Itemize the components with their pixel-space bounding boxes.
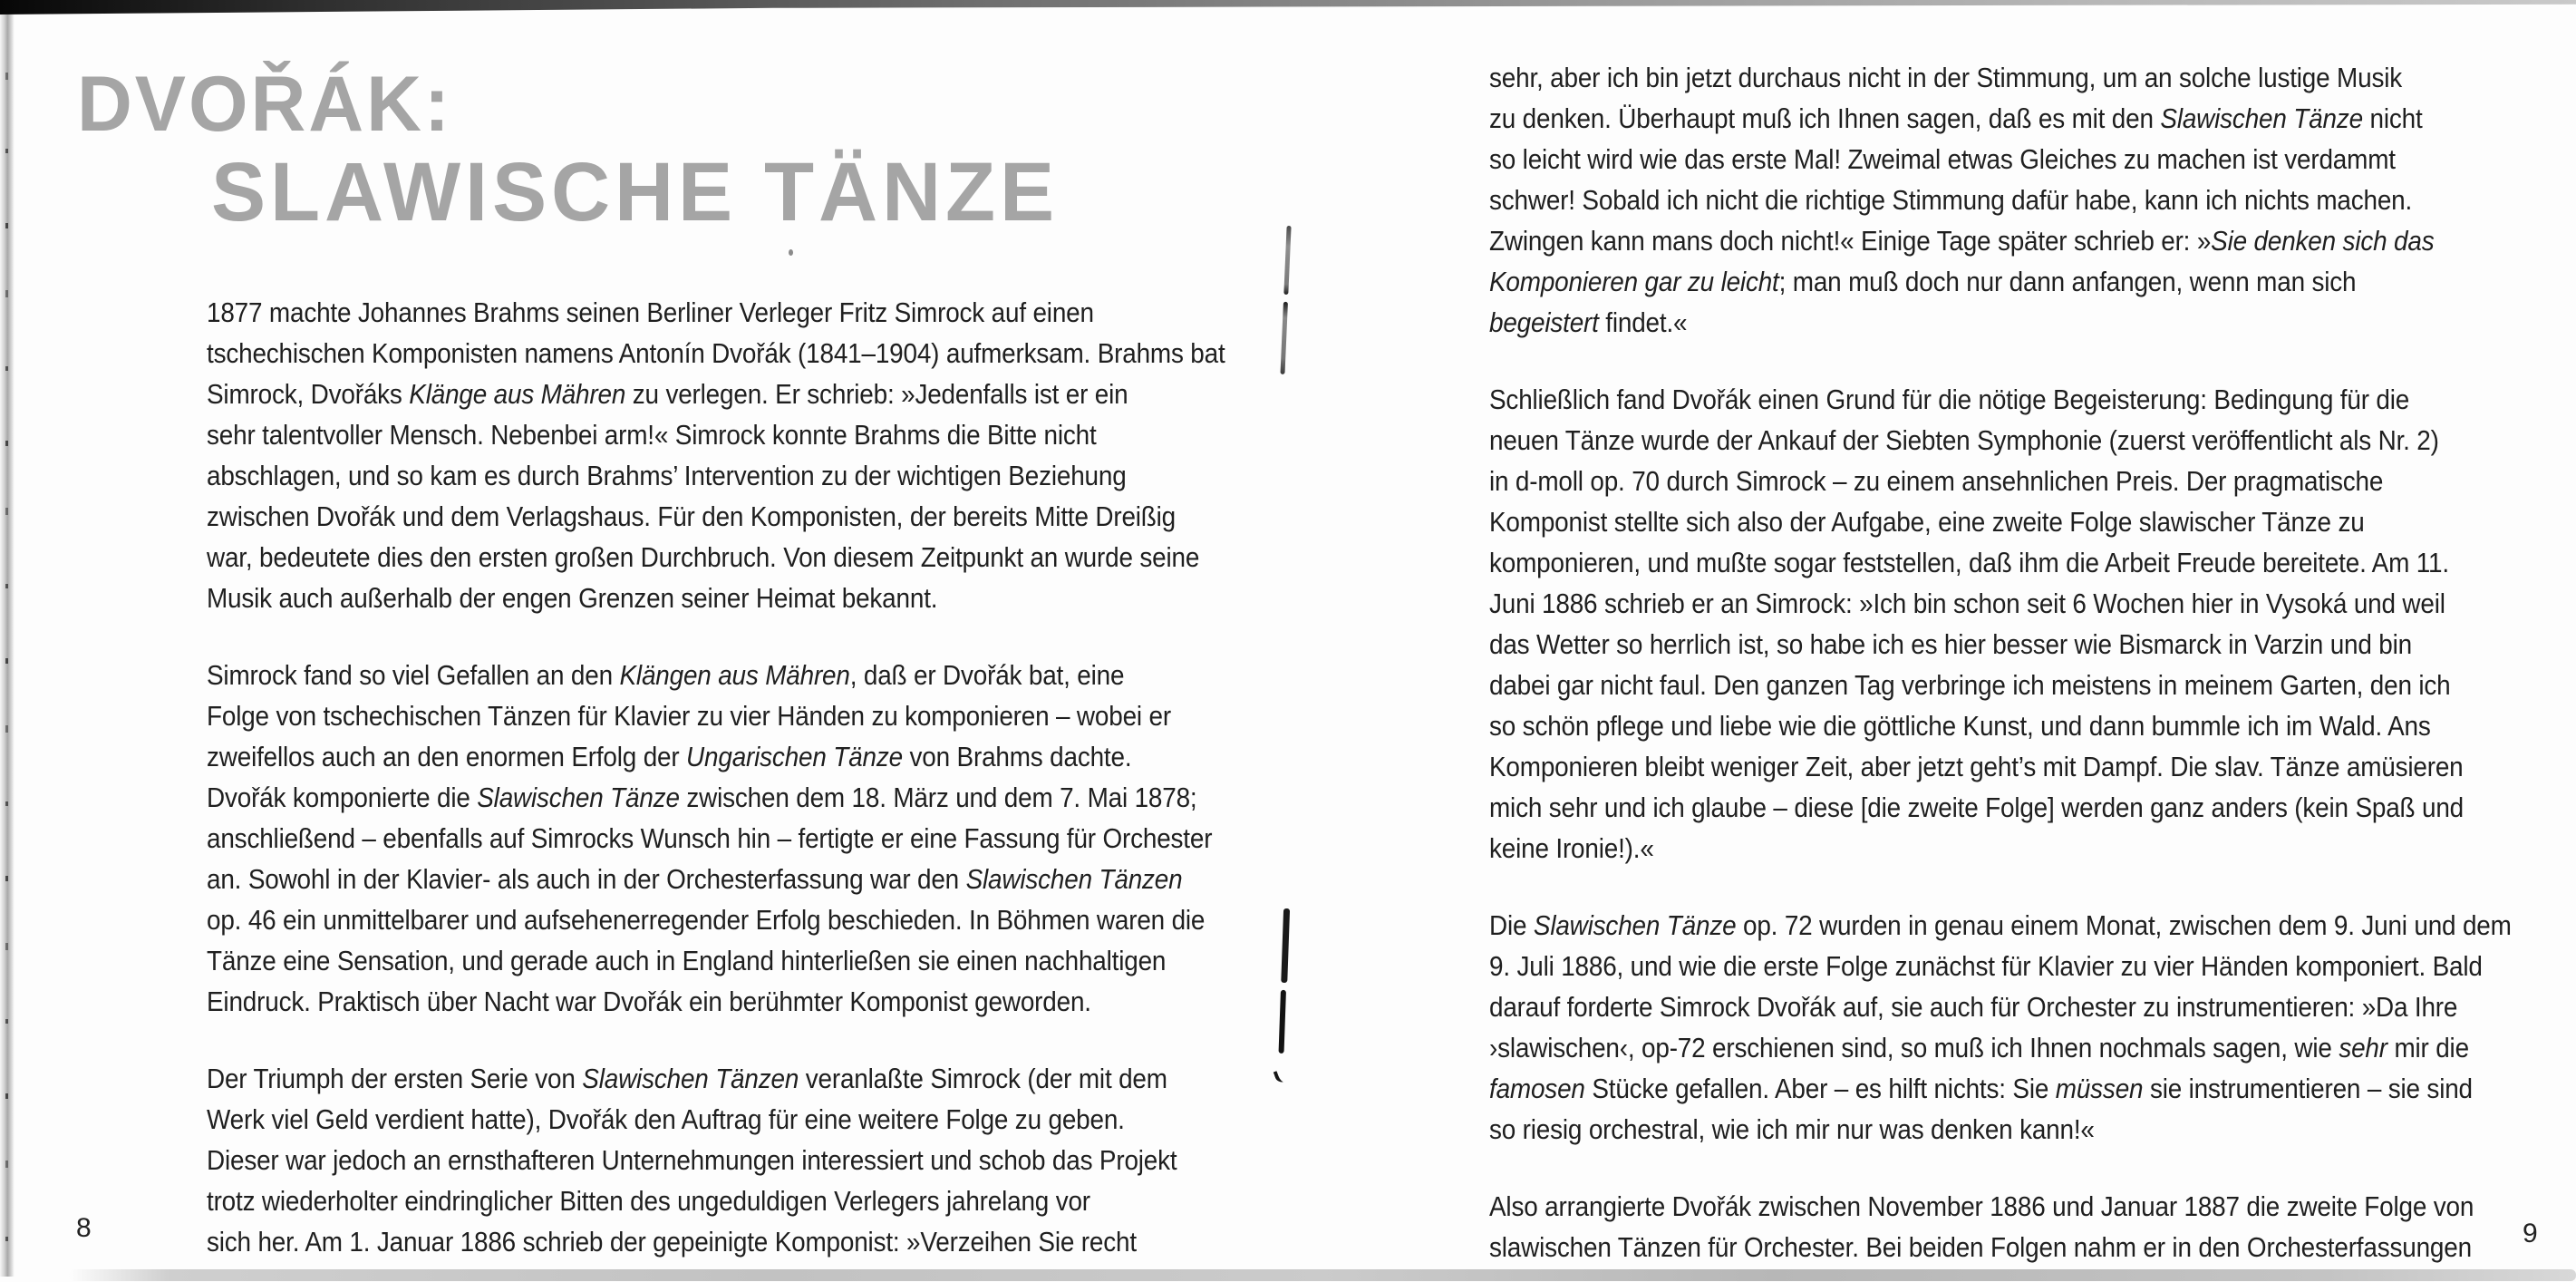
staple-segment xyxy=(1279,990,1286,1054)
paragraph xyxy=(207,1058,1398,1262)
text-line: keine Ironie!).« xyxy=(1489,832,1654,864)
text-line: Komponist stellte sich also der Aufgabe, eine zweite Folge slawischer Tänze zu xyxy=(1489,506,2365,538)
text-line: begeistert findet.« xyxy=(1489,306,1688,338)
text-line: so leicht wird wie das erste Mal! Zweimal etwas Gleiches zu machen ist verdammt xyxy=(1489,143,2396,175)
staple-segment xyxy=(1283,226,1291,295)
text-column-left xyxy=(207,292,1398,1282)
text-line: so schön pflege und liebe wie die göttliche Kunst, und dann bummle ich im Wald. Ans xyxy=(1489,710,2431,742)
text-line: schwer! Sobald ich nicht die richtige Stimmung dafür habe, kann ich nichts machen. xyxy=(1489,184,2413,216)
text-line: Die Slawischen Tänze op. 72 wurden in genau einem Monat, zwischen dem 9. Juni und dem xyxy=(1489,909,2512,941)
text-line: Dvořák komponierte die Slawischen Tänze zwischen dem 18. März und dem 7. Mai 1878; xyxy=(207,782,1197,813)
page-edge-top-shadow xyxy=(0,0,2576,15)
paragraph xyxy=(1489,379,2576,869)
text-line: komponieren, und mußte sogar feststellen, daß ihm die Arbeit Freude bereitete. Am 11. xyxy=(1489,547,2449,578)
text-line: Eindruck. Praktisch über Nacht war Dvořák ein berühmter Komponist geworden. xyxy=(207,986,1091,1017)
text-line: tschechischen Komponisten namens Antonín Dvořák (1841–1904) aufmerksam. Brahms bat xyxy=(207,337,1225,369)
text-line: Juni 1886 schrieb er an Simrock: »Ich bin schon seit 6 Wochen hier in Vysoká und weil xyxy=(1489,588,2445,619)
text-line: 1877 machte Johannes Brahms seinen Berliner Verleger Fritz Simrock auf einen xyxy=(207,296,1094,328)
text-line: sehr, aber ich bin jetzt durchaus nicht in der Stimmung, um an solche lustige Musik xyxy=(1489,62,2403,93)
text-line: Der Triumph der ersten Serie von Slawischen Tänzen veranlaßte Simrock (der mit dem xyxy=(207,1063,1167,1094)
text-line: famosen Stücke gefallen. Aber – es hilft nichts: Sie müssen sie instrumentieren – sie sind xyxy=(1489,1073,2473,1104)
text-line: trotz wiederholter eindringlicher Bitten des ungeduldigen Verlegers jahrelang vor xyxy=(207,1185,1090,1217)
booklet-title-work: SLAWISCHE TÄNZE xyxy=(211,146,1060,238)
page-edge-left-binding xyxy=(0,5,15,1277)
text-line: Musik auch außerhalb der engen Grenzen seiner Heimat bekannt. xyxy=(207,582,938,614)
text-line: anschließend – ebenfalls auf Simrocks Wunsch hin – fertigte er eine Fassung für Orchester xyxy=(207,822,1213,854)
text-line: Werk viel Geld verdient hatte), Dvořák den Auftrag für eine weitere Folge zu geben. xyxy=(207,1103,1125,1135)
text-column-right xyxy=(1489,57,2576,1282)
text-line: Tänze eine Sensation, und gerade auch in England hinterließen sie einen nachhaltigen xyxy=(207,945,1167,976)
text-line: Zwingen kann mans doch nicht!« Einige Tage später schrieb er: »Sie denken sich das xyxy=(1489,225,2435,257)
text-line: Komponieren bleibt weniger Zeit, aber jetzt geht’s mit Dampf. Die slav. Tänze amüsieren xyxy=(1489,751,2464,782)
text-line: Komponieren gar zu leicht; man muß doch nur dann anfangen, wenn man sich xyxy=(1489,266,2357,297)
text-line: zu denken. Überhaupt muß ich Ihnen sagen, daß es mit den Slawischen Tänze nicht xyxy=(1489,102,2423,134)
staple-segment xyxy=(1281,908,1290,983)
text-line: slawischen Tänzen für Orchester. Bei beiden Folgen nahm er in den Orchesterfassungen xyxy=(1489,1231,2472,1263)
text-line: war, bedeutete dies den ersten großen Durchbruch. Von diesem Zeitpunkt an wurde seine xyxy=(207,541,1200,573)
text-line: mich sehr und ich glaube – diese [die zweite Folge] werden ganz anders (kein Spaß und xyxy=(1489,792,2464,823)
paragraph xyxy=(1489,57,2576,343)
text-line: Folge von tschechischen Tänzen für Klavier zu vier Händen zu komponieren – wobei er xyxy=(207,700,1171,732)
page-edge-bottom-shadow xyxy=(69,1269,2576,1281)
paragraph xyxy=(207,655,1398,1022)
text-line: an. Sowohl in der Klavier- als auch in der Orchesterfassung war den Slawischen Tänzen xyxy=(207,863,1183,895)
text-line: das Wetter so herrlich ist, so habe ich es hier besser wie Bismarck in Varzin und bin xyxy=(1489,628,2412,660)
text-line: Also arrangierte Dvořák zwischen November 1886 und Januar 1887 die zweite Folge von xyxy=(1489,1190,2474,1222)
booklet-title-composer: DVOŘÁK: xyxy=(77,61,452,148)
page-number-right: 9 xyxy=(2523,1219,2538,1248)
text-line: zwischen Dvořák und dem Verlagshaus. Für den Komponisten, der bereits Mitte Dreißig xyxy=(207,500,1177,532)
text-line: zweifellos auch an den enormen Erfolg der Ungarischen Tänze von Brahms dachte. xyxy=(207,741,1132,772)
text-line: dabei gar nicht faul. Den ganzen Tag verbringe ich meistens in meinem Garten, den ich xyxy=(1489,669,2451,701)
text-line: darauf forderte Simrock Dvořák auf, sie auch für Orchester zu instrumentieren: »Da Ihre xyxy=(1489,991,2458,1023)
text-line: 9. Juli 1886, und wie die erste Folge zunächst für Klavier zu vier Händen komponiert. Bald xyxy=(1489,950,2483,982)
text-line: Schließlich fand Dvořák einen Grund für die nötige Begeisterung: Bedingung für die xyxy=(1489,384,2410,415)
text-line: abschlagen, und so kam es durch Brahms’ Intervention zu der wichtigen Beziehung xyxy=(207,460,1127,491)
page-number-left: 8 xyxy=(76,1213,92,1243)
text-line: op. 46 ein unmittelbarer und aufsehenerregender Erfolg beschieden. In Böhmen waren die xyxy=(207,904,1206,936)
text-line: so riesig orchestral, wie ich mir nur was denken kann!« xyxy=(1489,1113,2095,1145)
dust-speck xyxy=(789,249,793,256)
paragraph xyxy=(1489,905,2576,1150)
text-line: neuen Tänze wurde der Ankauf der Siebten Symphonie (zuerst veröffentlicht als Nr. 2) xyxy=(1489,424,2439,456)
text-line: sehr talentvoller Mensch. Nebenbei arm!« Simrock konnte Brahms die Bitte nicht xyxy=(207,419,1097,451)
paragraph xyxy=(1489,1186,2576,1267)
text-line: in d-moll op. 70 durch Simrock – zu einem ansehnlichen Preis. Der pragmatische xyxy=(1489,465,2384,497)
text-line: sich her. Am 1. Januar 1886 schrieb der gepeinigte Komponist: »Verzeihen Sie recht xyxy=(207,1226,1137,1258)
text-line: Simrock fand so viel Gefallen an den Klängen aus Mähren, daß er Dvořák bat, eine xyxy=(207,659,1125,691)
text-line: Dieser war jedoch an ernsthafteren Unternehmungen interessiert und schob das Projekt xyxy=(207,1144,1177,1176)
text-line: Simrock, Dvořáks Klänge aus Mähren zu verlegen. Er schrieb: »Jedenfalls ist er ein xyxy=(207,378,1128,410)
paragraph xyxy=(207,292,1398,618)
text-line: ›slawischen‹, op-72 erschienen sind, so muß ich Ihnen nochmals sagen, wie sehr mir die xyxy=(1489,1032,2469,1063)
